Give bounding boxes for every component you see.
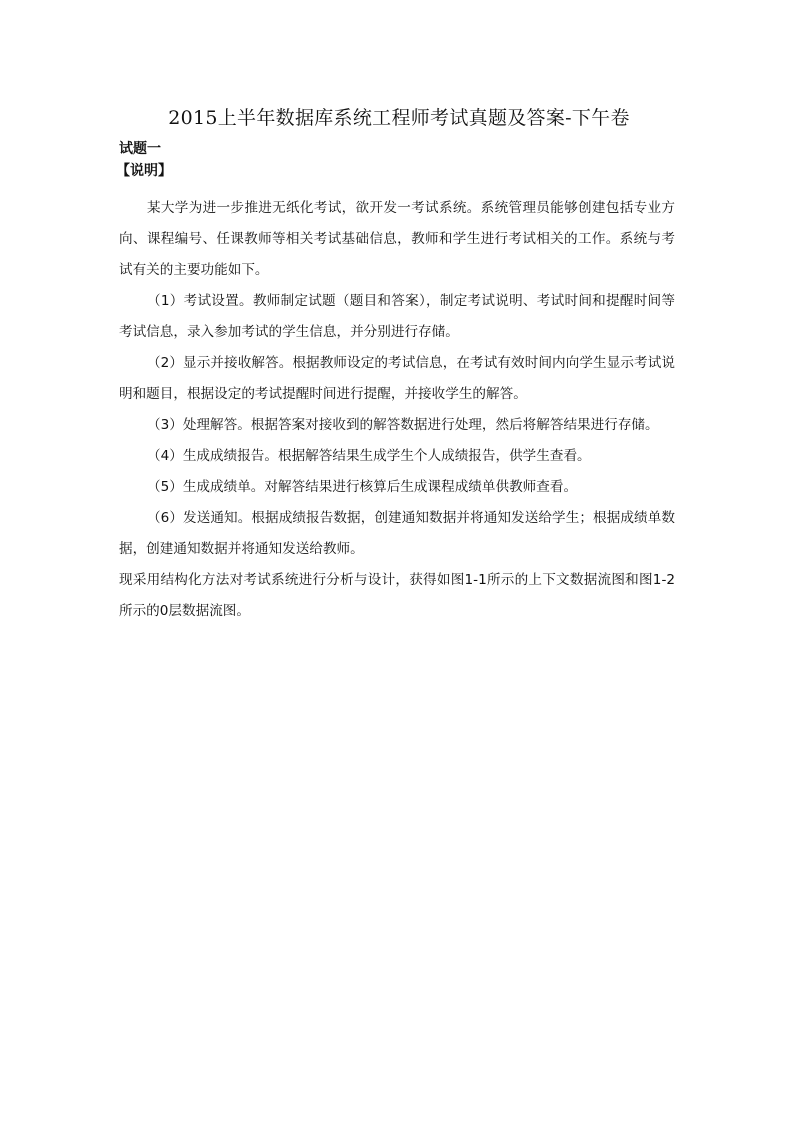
- function-item-2: （2）显示并接收解答。根据教师设定的考试信息，在考试有效时间内向学生显示考试说明和题目，根据设定的考试提醒时间进行提醒，并接收学生的解答。: [119, 355, 675, 402]
- document-title: 2015上半年数据库系统工程师考试真题及答案-下午卷: [168, 107, 630, 129]
- closing-paragraph: 现采用结构化方法对考试系统进行分析与设计，获得如图1-1所示的上下文数据流图和图1-2所示的0层数据流图。: [119, 572, 675, 619]
- function-item-6: （6）发送通知。根据成绩报告数据，创建通知数据并将通知发送给学生；根据成绩单数据，创建通知数据并将通知发送给教师。: [119, 510, 675, 557]
- function-item-3: （3）处理解答。根据答案对接收到的解答数据进行处理，然后将解答结果进行存储。: [147, 417, 659, 433]
- question-heading: 试题一: [119, 141, 161, 157]
- function-item-4: （4）生成成绩报告。根据解答结果生成学生个人成绩报告，供学生查看。: [147, 448, 591, 464]
- description-heading: 【说明】: [116, 163, 172, 179]
- function-item-5: （5）生成成绩单。对解答结果进行核算后生成课程成绩单供教师查看。: [147, 479, 578, 495]
- function-item-1: （1）考试设置。教师制定试题（题目和答案），制定考试说明、考试时间和提醒时间等考试信息，录入参加考试的学生信息，并分别进行存储。: [119, 293, 675, 340]
- intro-paragraph: 某大学为进一步推进无纸化考试，欲开发一考试系统。系统管理员能够创建包括专业方向、课程编号、任课教师等相关考试基础信息，教师和学生进行考试相关的工作。系统与考试有关的主要功能如下。: [119, 200, 675, 278]
